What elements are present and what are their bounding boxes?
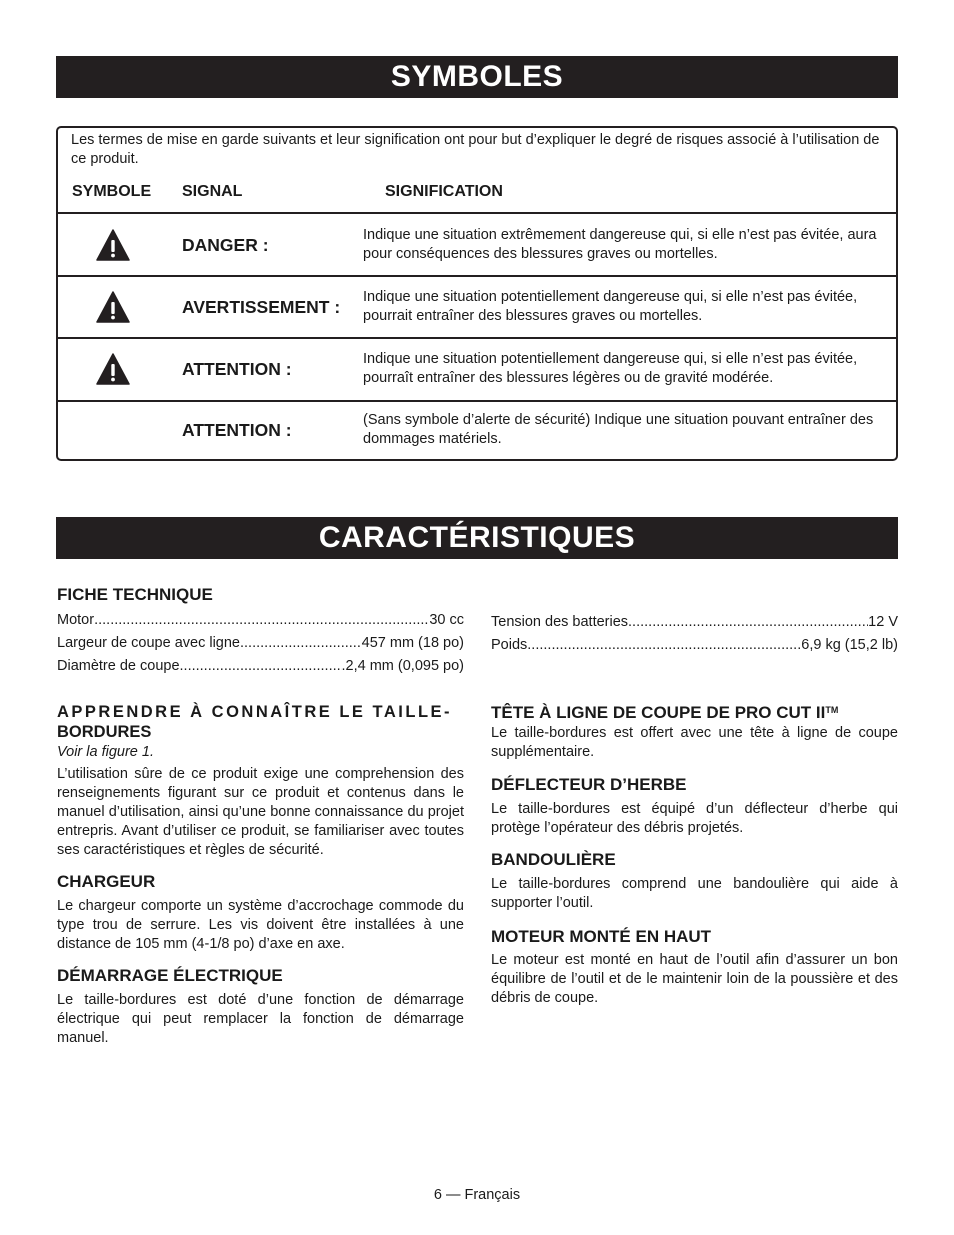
signal-meaning: Indique une situation potentiellement dangereuse qui, si elle n’est pas évitée, pourraît entraîner des blessures légères ou de gravité modérée. [363, 351, 858, 386]
symbol-row-danger [58, 214, 896, 275]
warning-triangle-icon [96, 229, 130, 261]
deflecteur-body: Le taille-bordures est équipé d’un déflecteur d’herbe qui protège l’opérateur des débris projetés. [491, 801, 898, 836]
apprendre-title [57, 702, 464, 742]
deflecteur-title: DÉFLECTEUR D’HERBE [491, 775, 687, 794]
tete-title [491, 700, 838, 723]
leader-dots [180, 657, 342, 676]
spec-label: Motor [57, 612, 95, 628]
moteur-title: MOTEUR MONTÉ EN HAUT [491, 927, 712, 946]
apprendre-title-line1-text: APPRENDRE À CONNAÎTRE LE TAILLE- [57, 703, 453, 721]
symbol-row-avertissement [58, 277, 896, 338]
header-symbole: SYMBOLE [72, 183, 152, 200]
leader-dots [94, 611, 429, 630]
apprendre-title-line1 [57, 702, 464, 722]
signal-meaning: Indique une situation potentiellement dangereuse qui, si elle n’est pas évitée, pourrait entraîner des blessures graves ou mortelles. [363, 289, 858, 324]
signal-label: ATTENTION : [182, 359, 292, 379]
chargeur-title: CHARGEUR [57, 872, 156, 891]
spec-row [57, 611, 464, 630]
signal-meaning: Indique une situation extrêmement dangereuse qui, si elle n’est pas évitée, aura pour conséquences des blessures graves ou mortelles. [363, 227, 877, 262]
bandouliere-body: Le taille-bordures comprend une bandoulière qui aide à supporter l’outil. [491, 876, 898, 911]
symbol-row-attention-material [58, 402, 896, 463]
spec-value: 30 cc [429, 612, 464, 628]
spec-row [491, 613, 898, 632]
spec-value: 457 mm (18 po) [361, 635, 464, 651]
leader-dots [628, 613, 868, 632]
apprendre-body: L’utilisation sûre de ce produit exige une comprehension des renseignements figurant sur ce produit et contenus dans le manuel d’utilisation, ainsi qu’une bonne connaissance du projet entrepris. Avant d’utiliser ce produit, se familiariser avec toutes ses caractéristiques et règles de sécurité. [57, 766, 464, 858]
caracteristiques-title: CARACTÉRISTIQUES [318, 521, 636, 554]
leader-dots [527, 636, 801, 655]
spec-row [57, 634, 464, 653]
demarrage-body: Le taille-bordures est doté d’une fonction de démarrage électrique qui peut remplacer la fonction de démarrage manuel. [57, 992, 464, 1046]
demarrage-title: DÉMARRAGE ÉLECTRIQUE [57, 966, 283, 985]
header-signal: SIGNAL [182, 183, 243, 200]
signal-label: ATTENTION : [182, 420, 292, 440]
trademark: TM [825, 705, 839, 715]
spec-value: 6,9 kg (15,2 lb) [801, 637, 898, 653]
symbols-intro: Les termes de mise en garde suivants et leur signification ont pour but d’expliquer le degré de risques associé à l’utilisation de ce produit. [71, 132, 880, 167]
spec-label: Diamètre de coupe [57, 658, 180, 674]
tete-body: Le taille-bordures est offert avec une tête à ligne de coupe supplémentaire. [491, 725, 898, 760]
spec-value: 12 V [868, 614, 898, 630]
chargeur-body: Le chargeur comporte un système d’accrochage commode du type trou de serrure. Les vis doivent être installées à une distance de 105 mm (4-1/8 po) d’axe en axe. [57, 898, 464, 952]
signal-label: AVERTISSEMENT : [182, 297, 341, 317]
warning-triangle-icon [96, 291, 130, 323]
spec-label: Largeur de coupe avec ligne [57, 635, 240, 651]
apprendre-title-line2: BORDURES [57, 723, 152, 741]
symbols-table [56, 126, 898, 461]
tete-title-text: TÊTE À LIGNE DE COUPE DE PRO CUT II [491, 703, 826, 722]
warning-triangle-icon [96, 353, 130, 385]
spec-label: Tension des batteries [491, 614, 629, 630]
bandouliere-title: BANDOULIÈRE [491, 850, 616, 869]
symboles-title: SYMBOLES [390, 60, 564, 93]
symbol-row-attention [58, 339, 896, 400]
signal-meaning: (Sans symbole d’alerte de sécurité) Indique une situation pouvant entraîner des dommages matériels. [363, 412, 874, 447]
spec-value: .2,4 mm (0,095 po) [341, 658, 464, 674]
spec-label: Poids [491, 637, 528, 653]
spec-row [491, 636, 898, 655]
header-signification: SIGNIFICATION [385, 183, 503, 200]
apprendre-subtitle: Voir la figure 1. [57, 744, 154, 760]
symboles-banner [56, 56, 898, 98]
leader-dots [240, 634, 362, 653]
page-footer: 6 — Français [433, 1187, 521, 1203]
fiche-technique-title: FICHE TECHNIQUE [57, 585, 213, 604]
moteur-body: Le moteur est monté en haut de l’outil afin d’assurer un bon équilibre de l’outil et de le maintenir loin de la poussière et des débris de coupe. [491, 952, 898, 1006]
signal-label: DANGER : [182, 235, 269, 255]
spec-row [57, 657, 464, 676]
caracteristiques-banner [56, 517, 898, 559]
